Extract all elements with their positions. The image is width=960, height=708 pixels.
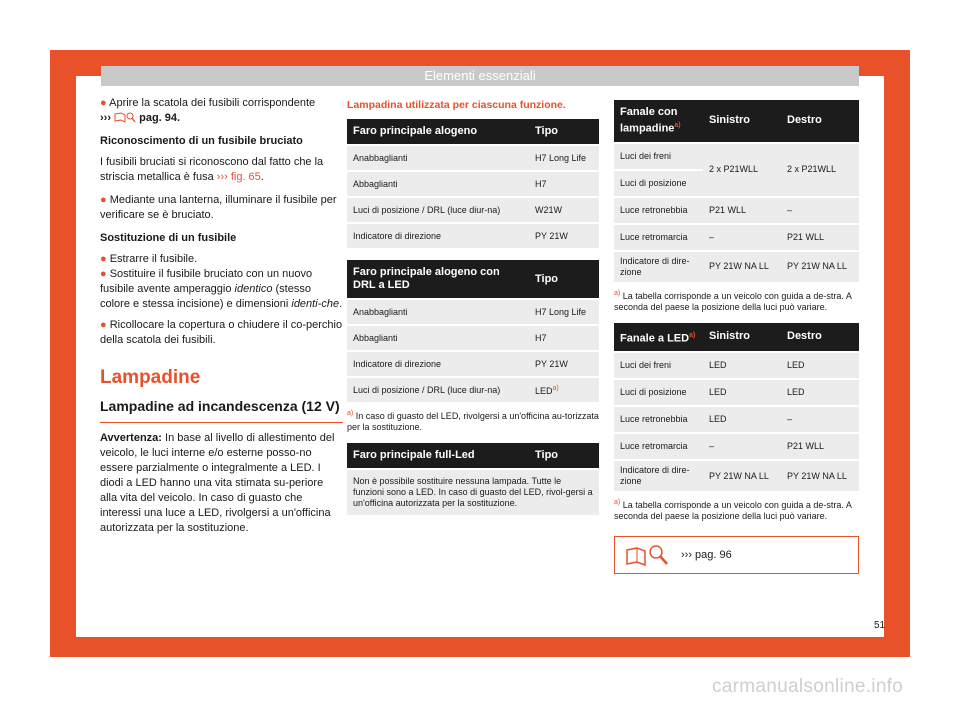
table-row: Abbaglianti H7 — [347, 171, 599, 197]
right-column — [614, 100, 859, 574]
table-header-cell: Sinistro — [703, 100, 781, 143]
paragraph-avvertenza: Avvertenza: In base al livello di allestimento del veicolo, le luci interne e/o esterne posso-no essere parzialmente o integralmente a LED. I diodi a LED hanno una vita stimata su-periore alla vita del veicolo. In caso di guasto che interessi una luce a LED, rivolgersi a un'officina autorizzata per la sostituzione. — [100, 432, 335, 534]
table-halogen — [347, 119, 599, 248]
heading-riconoscimento: Riconoscimento di un fusibile bruciato — [100, 135, 303, 147]
bullet-dot-icon: ● — [100, 319, 107, 331]
table-row: Non è possibile sostituire nessuna lampada. Tutte le funzioni sono a LED. In caso di guasto del LED, rivol-gersi a un'officina autorizzata per la sostituzione. — [347, 469, 599, 515]
table-header-cell: Tipo — [529, 119, 599, 145]
table-row: Indicatore di dire-zione PY 21W NA LL PY 21W NA LL — [614, 251, 859, 282]
table-row: Luci di posizione / DRL (luce diur-na) W21W — [347, 197, 599, 223]
table-row: Luci dei freni LED LED — [614, 352, 859, 379]
page-number: 51 — [874, 620, 886, 631]
book-wrench-icon — [114, 111, 136, 123]
table-row: Luce retromarcia – P21 WLL — [614, 433, 859, 460]
footnote-rhd-2: $^{a)}$ La tabella corrisponde a un veicolo con guida a de-stra. A seconda del paese la posizione della luci può variare. — [614, 499, 852, 522]
fig-ref-link[interactable]: ››› fig. 65 — [216, 171, 261, 183]
bullet-replace: ● Sostituire il fusibile bruciato con un nuovo fusibile avente amperaggio identico (stesso colore e stessa incisione) e dimensioni identi-che. — [100, 268, 343, 310]
table-header-cell: Tipo — [529, 443, 599, 469]
table-rear-lamp — [614, 100, 859, 282]
bullet-lantern: ● Mediante una lanterna, illuminare il fusibile per verificare se è bruciato. — [100, 194, 337, 221]
tables-title: Lampadina utilizzata per ciascuna funzione. — [347, 99, 566, 111]
footnote-rhd-1: $^{a)}$ La tabella corrisponde a un veicolo con guida a de-stra. A seconda del paese la posizione della luci può variare. — [614, 289, 852, 312]
table-row: Indicatore di direzione PY 21W — [347, 223, 599, 248]
table-row: Anabbaglianti H7 Long Life — [347, 299, 599, 325]
table-header-cell: Sinistro — [703, 323, 781, 353]
bullet-dot-icon: ● — [100, 194, 107, 206]
table-led-lamp — [614, 323, 859, 492]
table-row: Luce retronebbia LED – — [614, 406, 859, 433]
table-row: Luce retromarcia – P21 WLL — [614, 224, 859, 251]
table-header-cell: Faro principale alogeno — [347, 119, 529, 145]
table-row: Luce retronebbia P21 WLL – — [614, 197, 859, 224]
table-halogen-drl — [347, 260, 599, 402]
paragraph-riconoscimento: I fusibili bruciati si riconoscono dal fatto che la striscia metallica è fusa ››› fig. 65. — [100, 156, 324, 183]
bullet-dot-icon: ● — [100, 268, 107, 280]
bullet-open-fusebox: ● Aprire la scatola dei fusibili corrispondente ››› pag. 94. — [100, 97, 316, 124]
footnote-led: $^{a)}$ In caso di guasto del LED, rivolgersi a un'officina au-torizzata per la sostituzione. — [347, 410, 599, 432]
page-ref-box[interactable] — [614, 536, 859, 574]
page-ref-link[interactable]: pag. 94. — [139, 112, 181, 124]
heading-incandescenza: Lampadine ad incandescenza (12 V) — [100, 397, 343, 423]
table-header-cell: Fanale con lampadine$^{a)}$ — [614, 100, 703, 143]
table-header-cell: Destro — [781, 100, 859, 143]
table-header-cell: Fanale a LED$^{a)}$ — [614, 323, 703, 353]
table-row: Indicatore di direzione PY 21W — [347, 351, 599, 377]
bullet-extract: ● Estrarre il fusibile. — [100, 253, 198, 265]
bullet-dot-icon: ● — [100, 97, 107, 109]
table-row: Abbaglianti H7 — [347, 325, 599, 351]
table-row: Luci di posizione LED LED — [614, 379, 859, 406]
table-header-cell: Tipo — [529, 260, 599, 299]
bullet-dot-icon: ● — [100, 253, 107, 265]
heading-sostituzione: Sostituzione di un fusibile — [100, 232, 237, 244]
table-header-cell: Faro principale full-Led — [347, 443, 529, 469]
left-column — [100, 96, 343, 536]
heading-lampadine: Lampadine — [100, 367, 201, 388]
watermark: carmanualsonline.info — [712, 676, 904, 697]
table-row: Luci dei freni 2 x P21WLL 2 x P21WLL — [614, 143, 859, 170]
table-full-led — [347, 443, 599, 515]
page-ref-text[interactable]: ››› pag. 96 — [681, 549, 732, 562]
section-header: Elementi essenziali — [101, 66, 859, 86]
bullet-close-cover: ● Ricollocare la copertura o chiudere il co-perchio della scatola dei fusibili. — [100, 319, 343, 346]
table-row: Indicatore di dire-zione PY 21W NA LL PY 21W NA LL — [614, 460, 859, 491]
table-header-cell: Destro — [781, 323, 859, 353]
middle-column — [347, 98, 599, 515]
table-header-cell: Faro principale alogeno con DRL a LED — [347, 260, 529, 299]
table-row: Anabbaglianti H7 Long Life — [347, 145, 599, 171]
book-wrench-icon — [625, 543, 671, 567]
table-row: Luci di posizione / DRL (luce diur-na) LED$^{a)}$ — [347, 377, 599, 402]
table-row: Luci di posizione — [614, 170, 859, 197]
